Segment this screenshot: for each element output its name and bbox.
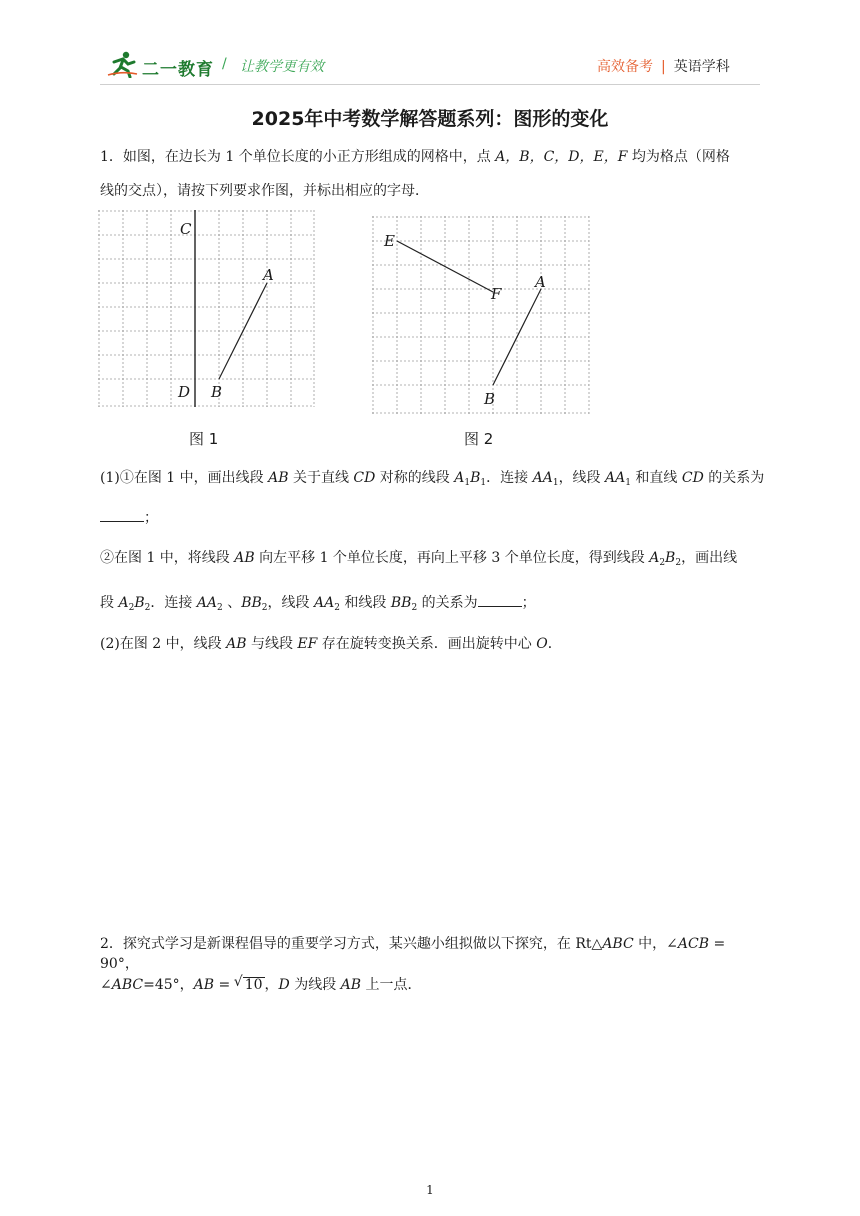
label-f: F <box>491 285 502 303</box>
header-right <box>597 56 730 76</box>
answer-blank-2[interactable] <box>478 594 522 607</box>
q2-line1: 2．探究式学习是新课程倡导的重要学习方式，某兴趣小组拟做以下探究，在 Rt△ABC 中，∠ACB = 90°， <box>100 936 726 972</box>
logo-runner-icon <box>106 50 138 78</box>
answer-blank-1[interactable] <box>100 509 144 522</box>
q1-intro-line2: 线的交点），请按下列要求作图，并标出相应的字母． <box>100 183 429 199</box>
sqrt-10: √ 10 <box>243 977 265 992</box>
figure-2 <box>372 216 592 416</box>
q1-part3: (2)在图 2 中，线段 AB 与线段 EF 存在旋转变换关系．画出旋转中心 O． <box>100 636 562 652</box>
q1-part2: ②在图 1 中，将线段 AB 向左平移 1 个单位长度，再向上平移 3 个单位长度，得到线段 $A_2B_2$，画出线 <box>100 550 738 568</box>
page-title: 2025年中考数学解答题系列：图形的变化 <box>251 108 609 130</box>
label-a-fig2: A <box>535 273 546 291</box>
header-label-prep: 高效备考 <box>597 59 653 75</box>
page-number: 1 <box>426 1183 434 1197</box>
header-divider <box>100 84 760 85</box>
q1-part1: (1)①在图 1 中，画出线段 AB 关于直线 CD 对称的线段 $A_1B_1$．连接 $AA_1$，线段 $AA_1$ 和直线 CD 的关系为 <box>100 470 765 488</box>
label-b-fig2: B <box>484 390 496 408</box>
figure-2-caption: 图 2 <box>464 430 494 448</box>
label-e: E <box>384 232 395 250</box>
q1-part1-answer: ； <box>100 508 765 528</box>
header-separator: | <box>661 59 666 75</box>
slogan-separator: / <box>222 56 227 72</box>
q1-part2-line2: 段 $A_2B_2$．连接 $AA_2$ 、$BB_2$，线段 $AA_2$ 和线段 $BB_2$ 的关系为 ； <box>100 595 536 613</box>
q1-intro: 1．如图，在边长为 1 个单位长度的小正方形组成的网格中，点 A，B，C，D，E，F 均为格点（网格 <box>100 149 730 165</box>
q2-line2: ∠ABC=45°，AB = √ 10 ，D 为线段 AB 上一点． <box>100 975 765 995</box>
label-a: A <box>263 266 274 284</box>
slogan: 让教学更有效 <box>240 59 324 75</box>
figure-1-caption: 图 1 <box>189 430 219 448</box>
header-label-subject: 英语学科 <box>673 59 730 75</box>
label-b: B <box>211 383 223 401</box>
label-c: C <box>180 220 192 238</box>
label-d: D <box>178 383 191 401</box>
figure-1 <box>98 210 316 410</box>
logo-text: 二一教育 <box>142 60 214 80</box>
